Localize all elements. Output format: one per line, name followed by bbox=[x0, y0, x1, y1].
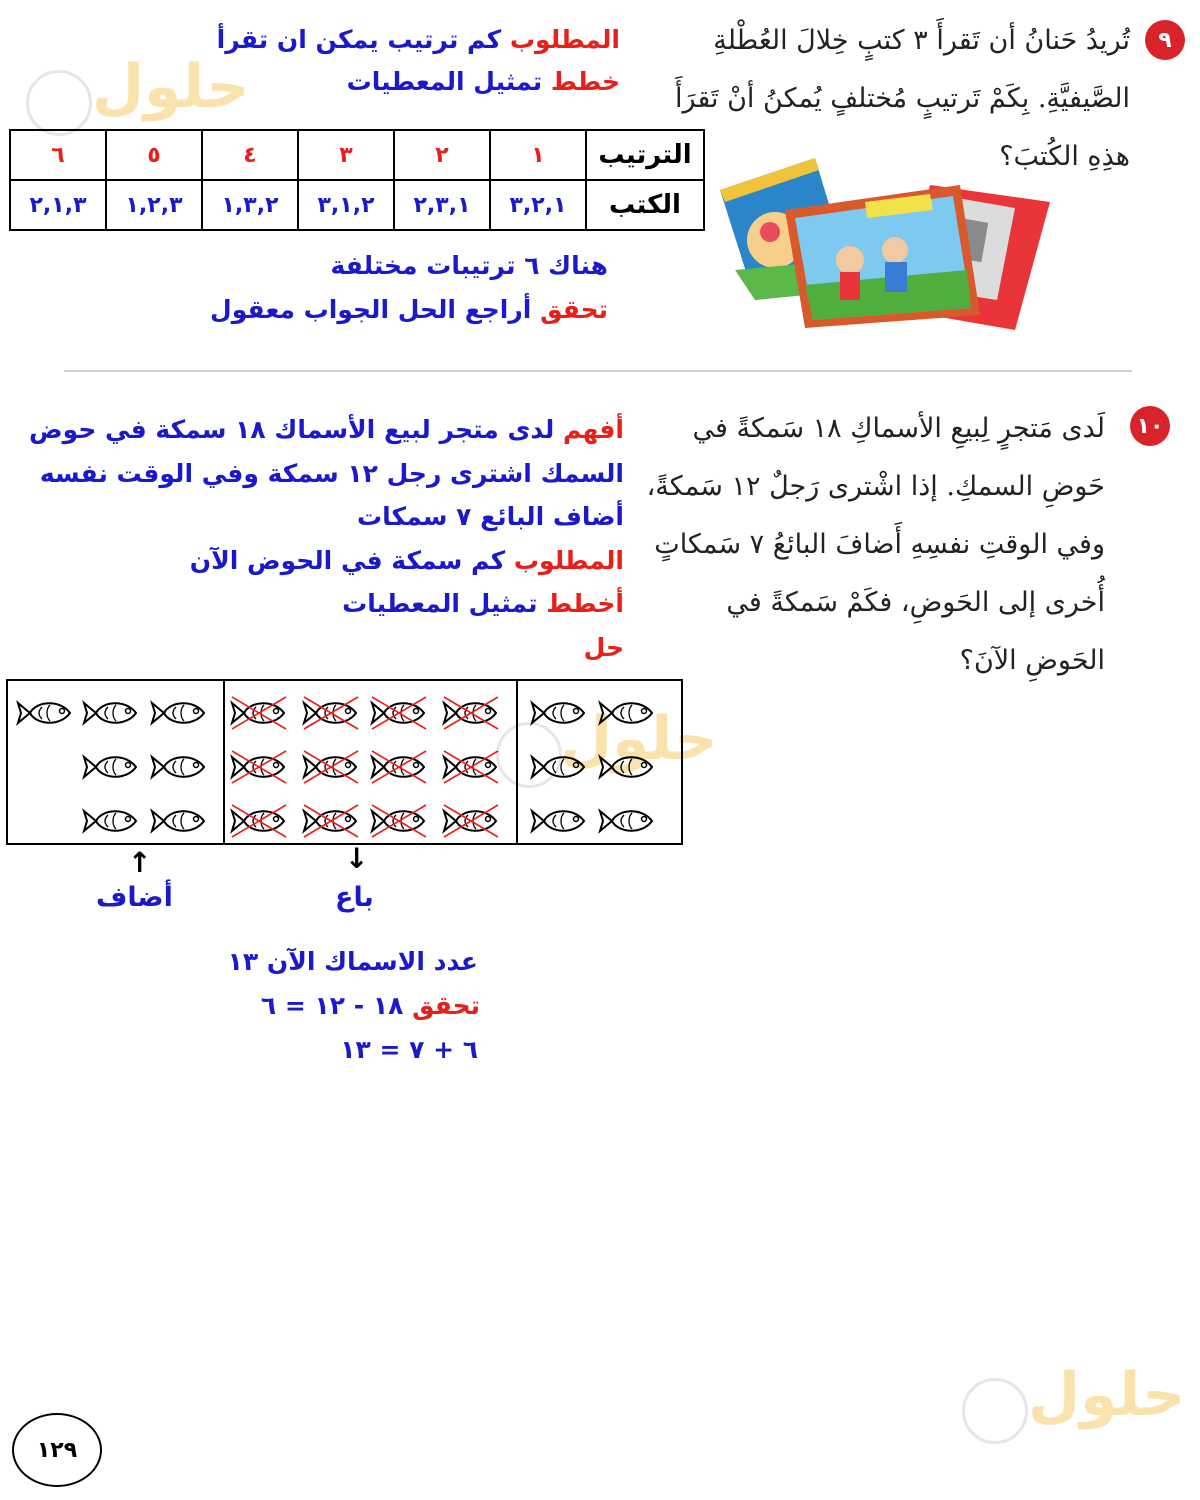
fish-sold-icon bbox=[304, 697, 358, 729]
question-9-number: ٩ bbox=[1145, 20, 1185, 60]
label-sold: باع bbox=[335, 882, 374, 913]
table-cell-order: ٣ bbox=[298, 130, 394, 180]
q9-check-line bbox=[210, 288, 608, 332]
fish-added-icon bbox=[152, 703, 204, 723]
watermark-logo-circle-bottom bbox=[962, 1378, 1028, 1444]
q10-solve-label: حل bbox=[583, 633, 624, 662]
fish-sold-icon bbox=[444, 805, 498, 837]
q9-plan-label: خطط bbox=[550, 67, 620, 96]
fish-added-icon bbox=[18, 703, 70, 723]
page-number: ١٢٩ bbox=[12, 1413, 102, 1487]
q9-check-text: أراجع الحل الجواب معقول bbox=[210, 295, 532, 324]
question-9-text: تُريدُ حَنانُ أن تَقرأَ ٣ كتبٍ خِلالَ العُطْلةِ الصَّيفيَّةِ. بِكَمْ تَرتيبٍ مُختلفٍ يُمكنُ أنْ تَقرَأَ هذِهِ الكُتبَ؟ bbox=[674, 25, 1130, 172]
question-10-number: ١٠ bbox=[1130, 406, 1170, 446]
fish-remaining-icon bbox=[532, 811, 584, 831]
watermark-middle: حلول bbox=[560, 704, 718, 774]
book-green bbox=[785, 185, 980, 328]
q10-check-line-2: ٦ + ٧ = ١٣ bbox=[340, 1035, 478, 1064]
q10-understand-line-2: السمك اشترى رجل ١٢ سمكة وفي الوقت نفسه bbox=[39, 459, 624, 488]
added-arrow-icon: ↑ bbox=[128, 846, 152, 879]
q10-required-text: كم سمكة في الحوض الآن bbox=[189, 546, 506, 575]
table-row-orders bbox=[10, 130, 704, 180]
q10-check-line-1 bbox=[261, 984, 480, 1028]
table-cell-books: ٣,١,٢ bbox=[298, 180, 394, 230]
fish-sold-icon bbox=[372, 697, 426, 729]
q10-check-label: تحقق bbox=[412, 991, 480, 1020]
fish-sold-icon bbox=[444, 751, 498, 783]
q9-required-label: المطلوب bbox=[509, 25, 620, 54]
table-cell-order: ٥ bbox=[106, 130, 202, 180]
table-header-order: الترتيب bbox=[586, 130, 704, 180]
fish-remaining-icon bbox=[600, 757, 652, 777]
fish-remaining-icon bbox=[532, 703, 584, 723]
q10-understand-label: أفهم bbox=[562, 415, 624, 444]
fish-sold-icon bbox=[372, 751, 426, 783]
fish-added-icon bbox=[84, 757, 136, 777]
books-illustration bbox=[715, 150, 1060, 340]
table-cell-order: ٢ bbox=[394, 130, 490, 180]
table-cell-order: ٦ bbox=[10, 130, 106, 180]
fish-sold-icon bbox=[232, 697, 286, 729]
q10-result: عدد الاسماك الآن ١٣ bbox=[227, 947, 478, 976]
q10-required-label: المطلوب bbox=[513, 546, 624, 575]
fish-sold-icon bbox=[232, 751, 286, 783]
q9-check-label: تحقق bbox=[540, 295, 608, 324]
q9-plan-line bbox=[347, 60, 620, 104]
q10-plan-label: أخطط bbox=[546, 589, 624, 618]
q9-required-text: كم ترتيب يمكن ان تقرأ bbox=[216, 25, 502, 54]
fish-sold-icon bbox=[304, 805, 358, 837]
watermark-bottom: حلول bbox=[1028, 1360, 1186, 1430]
arrangements-table bbox=[9, 129, 705, 231]
table-cell-books: ٢,٣,١ bbox=[394, 180, 490, 230]
section-divider bbox=[64, 370, 1132, 372]
fish-added-icon bbox=[84, 703, 136, 723]
fish-drawing bbox=[8, 681, 681, 843]
q10-required-line bbox=[190, 539, 624, 583]
fish-sold-icon bbox=[444, 697, 498, 729]
fish-tank-diagram bbox=[6, 679, 683, 845]
fish-remaining-icon bbox=[600, 811, 652, 831]
watermark-logo-circle-top bbox=[26, 70, 92, 136]
q10-check-equation-1: ١٨ - ١٢ = ٦ bbox=[260, 991, 404, 1020]
table-cell-books: ٣,٢,١ bbox=[490, 180, 586, 230]
q9-answer: هناك ٦ ترتيبات مختلفة bbox=[330, 251, 608, 280]
fish-sold-icon bbox=[372, 805, 426, 837]
q9-plan-text: تمثيل المعطيات bbox=[346, 67, 543, 96]
fish-added-icon bbox=[152, 811, 204, 831]
q10-plan-line bbox=[342, 582, 624, 626]
table-cell-books: ٢,١,٣ bbox=[10, 180, 106, 230]
table-row-books bbox=[10, 180, 704, 230]
q10-plan-text: تمثيل المعطيات bbox=[342, 589, 538, 618]
watermark-top: حلول bbox=[92, 52, 250, 122]
q10-understand-line-1 bbox=[29, 408, 624, 452]
table-header-books: الكتب bbox=[586, 180, 704, 230]
question-10-text: لَدى مَتجرٍ لِبيعِ الأسماكِ ١٨ سَمكةً في حَوضِ السمكِ. إذا اشْترى رَجلٌ ١٢ سَمكةً، وفي الوقتِ نفسِهِ أَضافَ البائعُ ٧ سَمكاتٍ أُخرى إلى الحَوضِ، فكَمْ سَمكةً في الحَوضِ الآنَ؟ bbox=[646, 413, 1105, 676]
fish-sold-icon bbox=[232, 805, 286, 837]
fish-added-icon bbox=[84, 811, 136, 831]
fish-added-icon bbox=[152, 757, 204, 777]
fish-sold-icon bbox=[304, 751, 358, 783]
label-added: أضاف bbox=[96, 882, 173, 913]
q10-understand-line-3: أضاف البائع ٧ سمكات bbox=[357, 502, 624, 531]
fish-remaining-icon bbox=[600, 703, 652, 723]
table-cell-books: ١,٣,٢ bbox=[202, 180, 298, 230]
q10-understand-text: لدى متجر لبيع الأسماك ١٨ سمكة في حوض bbox=[29, 415, 555, 444]
table-cell-order: ٤ bbox=[202, 130, 298, 180]
sold-arrow-icon: ↓ bbox=[345, 842, 369, 875]
fish-remaining-icon bbox=[532, 757, 584, 777]
table-cell-books: ١,٢,٣ bbox=[106, 180, 202, 230]
table-cell-order: ١ bbox=[490, 130, 586, 180]
q9-required-line bbox=[217, 18, 620, 62]
